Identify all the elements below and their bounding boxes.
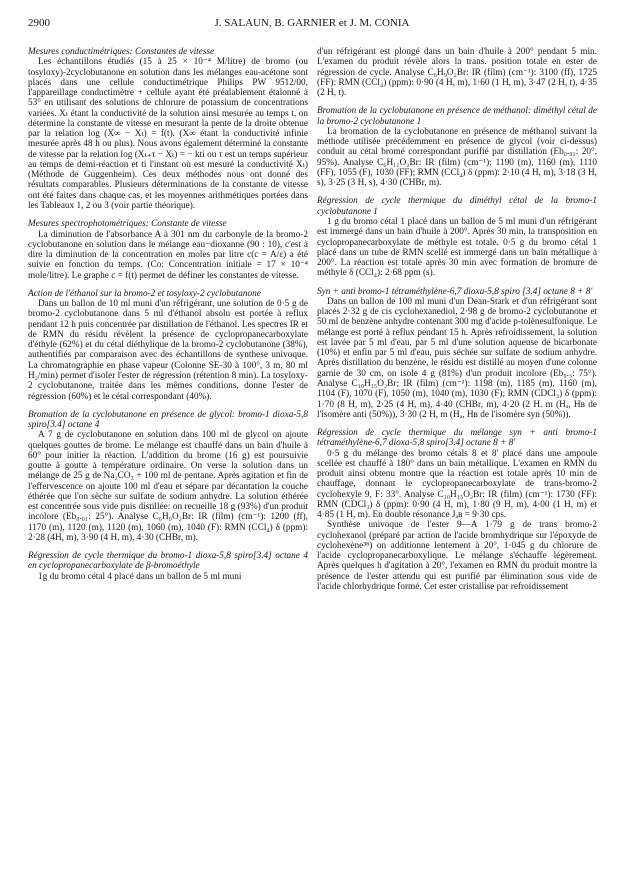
section-heading: Régression de cycle thermique du diméthyl cétal de la bromo-1 cyclobutanone 1 <box>317 196 597 217</box>
body-paragraph: Dans un ballon de 10 ml muni d'un réfrigérant, une solution de 0·5 g de bromo-2 cyclobutanone dans 5 ml d'éthanol absolu est portée à reflux pendant 12 h puis concentrée par distillation de l'éthanol. Les spectres IR et de RMN du résidu révèlent la présence de cyclopropanecarboxylate d'éthyle (62%) et du cétal diéthylique de la bromo-2 cyclobutanone (38%), authentifiés par comparaison avec des échantillons de synthese univoque. La chromatographie en phase vapeur (Colonne SE-30 à 100°, 3 m, 80 ml H₂/min) permet d'isoler l'ester de régression (rétention 8 min). La tosyloxy-2 cyclobutanone, traitée dans les mêmes conditions, donne l'ester de régression (60%) et le cétal correspondant (40%). <box>28 299 308 402</box>
body-paragraph: d'un réfrigérant est plongé dans un bain d'huile à 200° pendant 5 min. L'examen du produit révèle alors la trans. position totale en ester de régression de cycle. Analyse C₆H₉O₂Br: IR (film) (cm⁻¹): 3100 (ff), 1725 (FF): RMN (CCl₄) (ppm): 0·90 (4 H, m), 1·60 (1 H, m), 3·47 (2 H, t), 4·35 (2 H, t). <box>317 47 597 99</box>
section-heading: Mesures conductimétriques: Constantes de vitesse <box>28 47 215 57</box>
section-heading: Mesures spectrophotométriques: Constante de vitesse <box>28 219 227 230</box>
section-heading: Bromation de la cyclobutanone en présence de méthanol: diméthyl cétal de la bromo-2 cyclobutanone 1 <box>317 106 597 127</box>
section-heading: Régression de cycle thermique du mélange syn + anti bromo-1 tétraméthylène-6,7 dioxa-5,8 spiro[3.4] octane 8 + 8' <box>317 428 597 449</box>
section-heading: Régression de cycle thermique du bromo-1 dioxa-5,8 spiro[3.4] octane 4 en cyclopropanecarboxylate de β-bromoéthyle <box>28 551 308 572</box>
body-paragraph: 0·5 g du mélange des bromo cétals 8 et 8' placé dans une ampoule scellée est chauffé à 180° dans un bain métallique. L'examen en RMN du produit ainsi obtenu montre que la réaction est totale après 10 min de chauffage, donnant le cyclopropanecarboxylate de trans-bromo-2 cyclohexyle 9, F: 33°. Analyse C₁₀H₁₅O₂Br: IR (film) (cm⁻¹): 1730 (FF): RMN (CDCl₃) δ (ppm): 0·90 (4 H, m), 1·80 (9 H, m), 4·00 (1 H, m) et 4·85 (1 H, m). En double résonance Jₐʙ = 9·30 cps. <box>317 448 597 521</box>
body-paragraph: Les échantillons étudiés (15 à 25 × 10⁻⁴ M/litre) de bromo (ou tosyloxy)-2cyclobutanone en solution dans les mélanges eau-acétone sont placés dans une cellule conductimétrique Philips PW 9512/00, l'appareillage conductimètre + cellule ayant été préalablement étalonné à 53° en utilisant des solutions de chlorure de potassium de concentrations variées. Xₜ étant la conductivité de la solution ainsi mesurée au temps t, on détermine la constante de vitesse en mesurant la pente de la droite obtenue par la relation log (X∞ − Xₜ) = f(t). (X∞ étant la conductivité infinie mesurée après 48 h ou plus). Nous avons également déterminé la constante de vitesse par la relation log (Xₜ₊τ − Xₜ) = − kti ou τ est un temps supérieur au temps de demi-réaction et ti l'instant où est mesuré la conductivité Xₜ) (Méthode de Guggenheim). Ces deux méthodes nous ont donné des résultats comparables. Plusieurs déterminations de la constante de vitesse ont été faites dans chaque cas, et les moyennes arithmétiques portées dans les Tableaux 1, 2 ou 3 (voir partie théorique). <box>28 57 308 211</box>
page-number: 2900 <box>28 17 50 29</box>
right-column <box>317 47 597 592</box>
section-heading: Bromation de la cyclobutanone en présence de glycol: bromo-1 dioxa-5,8 spiro[3.4] octane 4 <box>28 409 308 431</box>
running-head-authors: J. SALAUN, B. GARNIER et J. M. CONIA <box>214 17 410 29</box>
body-paragraph: Synthèse univoque de l'ester 9—A 1·79 g de trans bromo-2 cyclohexanol (préparé par action de l'acide bromhydrique sur l'époxyde de cyclohexène³⁸) on additionne lentement à 20°, 1·045 g du chlorure de l'acide cyclopropanecarboxylique. Le mélange s'échauffe légèrement. Après quelques h d'agitation à 20°, l'examen en RMN du produit montre la présence de l'ester attendu qui est purifié par élimination sous vide de l'acide chlorhydrique formé. Cet ester cristallise par refroidissement <box>317 520 597 593</box>
body-paragraph: 1 g du bromo cétal 1 placé dans un ballon de 5 ml muni d'un réfrigérant est immergé dans un bain d'huile à 200°. Après 30 min, la transposition en cyclopropanecarboxylate de méthyle est totale. 0·5 g du bromo cétal 1 placé dans un tube de RMN scellé est immergé dans un bain métallique à 200°. La réaction est totale après 30 min avec formation de bromure de méthyle δ (CCl₄): 2·68 ppm (s). <box>317 216 597 279</box>
section-heading: Syn + anti bromo-1 tétraméthylène-6,7 dioxa-5,8 spiro [3.4] octane 8 + 8' <box>317 286 593 297</box>
body-paragraph: Dans un ballon de 100 ml muni d'un Dean-Stark et d'un réfrigérant sont placés 2·32 g de cis cyclohexanediol, 2·98 g de bromo-2 cyclobutanone et 50 ml de benzène anhydre contenant 300 mg d'acide p-tolènesulfonique. Le mélange est porté à reflux pendant 15 h. Après refroidissement, la solution est lavée par 5 ml d'eau, par 5 ml d'une solution aqueuse de bicarbonate (10%) et enfin par 5 ml d'eau, puis séchée sur sulfate de sodium anhydre. Après distillation du benzène, le résidu est distillé au moyen d'une colonne garnie de 30 cm, on isole 4 g (81%) d'un produit incolore (Eb₀.₅: 75°). Analyse C₁₀H₁₅O₂Br; IR (film) (cm⁻¹): 1198 (m), 1185 (m), 1160 (m), 1104 (F), 1070 (F), 1050 (m), 1040 (m), 1030 (F); RMN (CDCl₃) δ (ppm): 1·70 (8 H, m), 2·25 (4 H, m), 4·40 (CHBr, m), 4·20 (2 H. m (Hₐ, Hʙ de l'isomère anti (50%)), 3·30 (2 H, m (Hₐ, Hʙ de l'isomère syn (50%)). <box>317 296 597 420</box>
section-heading: Action de l'éthanol sur la bromo-2 et tosyloxy-2 cyclobutanone <box>28 288 261 299</box>
page-header <box>28 17 596 31</box>
body-paragraph: 1g du bromo cétal 4 placé dans un ballon de 5 ml muni <box>38 571 242 582</box>
body-paragraph: A 7 g de cyclobutanone en solution dans 100 ml de glycol on ajoute quelques gouttes de brome. Le mélange est chauffé dans un bain d'huile à 60° pour initier la réaction. L'addition du brome (16 g) est poursuivie goutte à goutte à température ordinaire. On verse la solution dans un mélange de 25 g de Na₂CO₃ + 100 ml de pentane. Après agitation et fin de l'effervescence on ajoute 100 ml d'eau et sépare par décantation la couche éthérée que l'on sèche sur sulfate de sodium anhydre. La solution éthérée est concentrée sous vide puis distillée: on recueille 18 g (93%) d'un produit incolore (Eb₀.₀₁: 25°). Analyse C₆H₉O₂Br: IR (film) (cm⁻¹): 1200 (ff), 1170 (m), 1120 (m), 1120 (m), 1060 (m), 1040 (F): RMN (CCl₄) δ (ppm): 2·28 (4H, m), 3·90 (4 H, m), 4·30 (CHBr, m). <box>28 430 308 543</box>
body-paragraph: La diminution de l'absorbance A à 301 nm du carbonyle de la bromo-2 cyclobutanone en solution dans le mélange eau−dioxanne (90 : 10), c'est à dire la diminution de la concentration en moles par litre c(c = A/ε) a été suivie en fonction du temps. (Co: Concentration initiale = 17 × 10⁻⁴ mole/litre). Le graphe c = f(t) permet de définer les constantes de vitesse. <box>28 229 308 281</box>
body-paragraph: La bromation de la cyclobutanone en présence de méthanol suivant la méthode utilisée précédemment en présence de glycol (voir ci-dessus) conduit au cétal bromé correspondant purifié par distillation (Eb₀.₀₁: 20°, 95%). Analyse C₆H₁₁O₂Br: IR (film) (cm⁻¹): 1190 (m), 1160 (m), 1110 (FF), 1055 (F), 1030 (FF); RMN (CCl₄) δ (ppm): 2·10 (4 H, m), 3·18 (3 H, s), 3·25 (3 H, s), 4·30 (CHBr, m). <box>317 126 597 189</box>
left-column <box>28 47 308 582</box>
